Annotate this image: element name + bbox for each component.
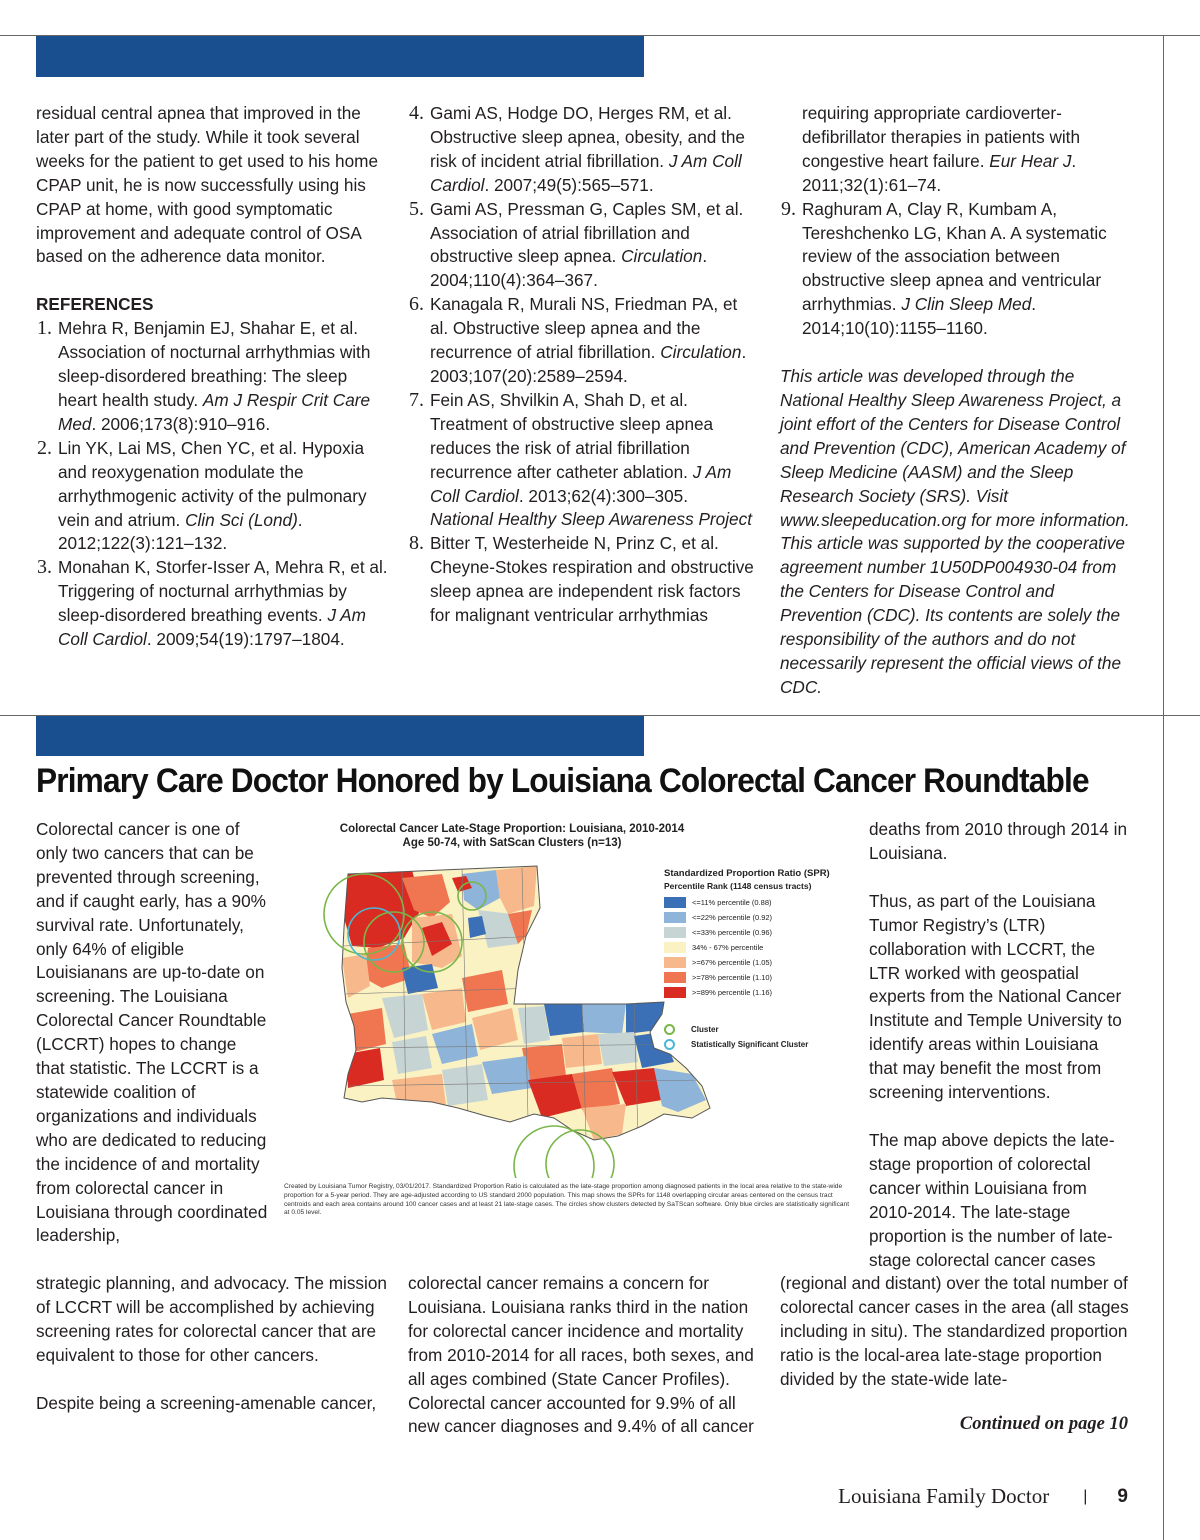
legend-swatch [664, 912, 686, 923]
legend-cluster: Cluster [664, 1022, 854, 1037]
reference-number: 4. [409, 102, 424, 124]
reference-volume: . 2011;32(1):61–74. [802, 150, 1077, 195]
top-section-color-bar [36, 36, 644, 77]
article-right-upper [869, 818, 1131, 1272]
legend-swatch [664, 927, 686, 938]
legend-item [664, 970, 854, 985]
acknowledgement-note: This article was developed through the National Healthy Sleep Awareness Project, a joint effort of the Centers for Disease Control and Prevention (CDC), American Academy of Sleep Medicine (AASM) and the Sleep Research Society (SRS). Visit www.sleepeducation.org for more information. This article was supported by the cooperative agreement number 1U50DP004930-04 from the Centers for Disease Control and Prevention (CDC). Its contents are solely the responsibility of the authors and do not necessarily represent the official views of the CDC. [780, 366, 1130, 697]
legend-item [664, 985, 854, 1000]
reference-journal: Clin Sci (Lond) [185, 509, 298, 530]
reference-text [58, 317, 388, 437]
reference-text [430, 293, 760, 389]
right-paragraph-3: The map above depicts the late-stage proportion of colorectal cancer within Louisiana from 2010-2014. The late-stage proportion is the number of late-stage colorectal cancer cases [869, 1129, 1115, 1270]
reference-citation: Monahan K, Storfer-Isser A, Mehra R, et al. Triggering of nocturnal arrhythmias by sleep-disordered breathing events. [58, 557, 388, 626]
article-left-narrow [36, 818, 268, 1248]
reference-text [430, 532, 760, 628]
reference-volume: . 2013;62(4):300–305. [518, 485, 688, 506]
reference-text [802, 102, 1132, 198]
cluster-icon [664, 1024, 675, 1035]
legend-item [664, 895, 854, 910]
reference-volume: . 2006;173(8):910–916. [91, 413, 271, 434]
reference-number: 3. [37, 556, 52, 579]
legend-sig-cluster: Statistically Significant Cluster [664, 1037, 854, 1052]
reference-number: 8. [409, 532, 424, 555]
reference-number: 1. [37, 317, 52, 340]
reference-citation: Bitter T, Westerheide N, Prinz C, et al. Cheyne-Stokes respiration and obstructive sleep apnea are independent risk factors for malignant ventricular arrhythmias [430, 533, 754, 626]
right-paragraph-1: deaths from 2010 through 2014 in Louisiana. [869, 819, 1127, 863]
reference-item [408, 532, 760, 628]
reference-citation: Kanagala R, Murali NS, Friedman PA, et al. Obstructive sleep apnea and the recurrence of atrial fibrillation. [430, 294, 738, 363]
article-headline: Primary Care Doctor Honored by Louisiana Colorectal Cancer Roundtable [36, 762, 1089, 800]
map-title-line-2: Age 50-74, with SatScan Clusters (n=13) [402, 837, 622, 849]
legend-subtitle: Percentile Rank (1148 census tracts) [664, 881, 812, 891]
legend-swatch [664, 897, 686, 908]
legend-swatch [664, 942, 686, 953]
reference-journal: Circulation [660, 342, 742, 363]
concern-paragraph: colorectal cancer remains a concern for Louisiana. Louisiana ranks third in the nation for colorectal cancer incidence and mortality from 2010-2014 for all races, both sexes, and all ages combined (State Cancer Profiles). Colorectal cancer accounted for 9.9% of all new cancer diagnoses and 9.4% of all cancer [408, 1273, 754, 1437]
reference-text [58, 437, 388, 557]
reference-journal: Am J Respir Crit Care Med [58, 389, 371, 434]
reference-item [36, 317, 388, 437]
reference-text [430, 389, 760, 532]
mission-paragraph: strategic planning, and advocacy. The mission of LCCRT will be accomplished by achieving screening rates for colorectal cancer that are equivalent to those for other cancers. [36, 1273, 387, 1365]
despite-paragraph: Despite being a screening-amenable cancer, [36, 1392, 377, 1413]
reference-item [36, 556, 388, 652]
top-column-3 [780, 102, 1132, 700]
legend-swatch [664, 987, 686, 998]
reference-citation: Lin YK, Lai MS, Chen YC, et al. Hypoxia and reoxygenation modulate the arrhythmogenic activity of the pulmonary vein and atrium. [58, 437, 367, 530]
legend-item [664, 910, 854, 925]
reference-number: 2. [37, 436, 52, 459]
reference-item [36, 437, 388, 557]
reference-volume: . 2009;54(19):1797–1804. [146, 629, 345, 650]
reference-volume: . 2012;122(3):121–132. [58, 509, 303, 554]
references-heading: REFERENCES [36, 294, 154, 315]
case-conclusion-paragraph: residual central apnea that improved in the later part of the study. While it took several weeks for the patient to get used to his home CPAP unit, he is now successfully using his CPAP at home, with good symptomatic improvement and adequate control of OSA based on the adherence data monitor. [36, 103, 379, 267]
article-lower-right [780, 1272, 1132, 1392]
reference-volume: . 2003;107(20):2589–2594. [430, 342, 747, 386]
article-lower-middle [408, 1272, 760, 1439]
map-caption: Created by Louisiana Tumor Registry, 03/01/2017. Standardized Proportion Ratio is calculated as the late-stage proportion among diagnosed patients in the local area relative to the state-wide proportion for a 5-year period. They are age-adjusted according to US standard 2000 population. This map shows the SPRs for 1148 overlapping circular areas centered on the census tract centroids and each area contains around 100 cancer cases and at least 21 late-stage cases. The circles show clusters detected by SaTScan software. Only blue circles are statistically significant at 0.05 level. [284, 1183, 850, 1217]
reference-item [408, 198, 760, 294]
louisiana-map-figure [282, 818, 852, 1238]
legend-label: >=67% percentile (1.05) [692, 958, 773, 967]
map-title-line-1: Colorectal Cancer Late-Stage Proportion: Louisiana, 2010-2014 [339, 823, 685, 835]
reference-number: 6. [409, 293, 424, 316]
map-legend [664, 868, 854, 1052]
intro-paragraph: Colorectal cancer is one of only two cancers that can be prevented through screening, and if caught early, has a 90% survival rate. Unfortunately, only 64% of eligible Louisianans are up-to-date on screening. The Louisiana Colorectal Cancer Roundtable (LCCRT) hopes to change that statistic. The LCCRT is a statewide coalition of organizations and individuals who are dedicated to reducing the incidence of and mortality from colorectal cancer in Louisiana through coordinated leadership, [36, 819, 268, 1246]
legend-label: <=11% percentile (0.88) [692, 898, 772, 907]
reference-text [802, 198, 1132, 341]
page-footer [838, 1484, 1128, 1509]
legend-item [664, 925, 854, 940]
legend-label: >=78% percentile (1.10) [692, 973, 773, 982]
reference-volume: . 2014;10(10):1155–1160. [802, 294, 1037, 339]
reference-journal: J Am Coll Cardiol [430, 461, 732, 506]
right-rule [1163, 35, 1164, 1540]
reference-citation: Raghuram A, Clay R, Kumbam A, Tereshchenko LG, Khan A. A systematic review of the association between obstructive sleep apnea and ventricular arrhythmias. [802, 198, 1107, 315]
reference-citation: Gami AS, Pressman G, Caples SM, et al. Association of atrial fibrillation and obstructive sleep apnea. [430, 198, 744, 267]
reference-item [780, 198, 1132, 341]
reference-number: 9. [781, 197, 796, 220]
article-lower-left [36, 1272, 388, 1416]
reference-citation: requiring appropriate cardioverter-defibrillator therapies in patients with congestive heart failure. [802, 103, 1081, 171]
continued-note: Continued on page 10 [959, 1414, 1128, 1434]
reference-citation: Fein AS, Shvilkin A, Shah D, et al. Treatment of obstructive sleep apnea reduces the risk of atrial fibrillation recurrence after catheter ablation. [430, 389, 714, 482]
footer-separator: | [1083, 1487, 1088, 1505]
reference-text [58, 556, 388, 652]
reference-volume: . 2004;110(4):364–367. [430, 246, 708, 291]
reference-item [408, 389, 760, 532]
reference-text [430, 198, 760, 294]
legend-item [664, 955, 854, 970]
legend-swatch [664, 957, 686, 968]
article-color-bar [36, 716, 644, 756]
legend-label: <=22% percentile (0.92) [692, 913, 773, 922]
reference-item [408, 102, 760, 198]
legend-swatch [664, 972, 686, 983]
page-number: 9 [1117, 1485, 1128, 1507]
reference-item [780, 102, 1132, 198]
reference-journal: J Am Coll Cardiol [58, 605, 366, 650]
reference-journal: J Clin Sleep Med [901, 294, 1032, 315]
reference-number: 7. [409, 388, 424, 411]
legend-label: 34% - 67% percentile [692, 943, 764, 952]
reference-item [408, 293, 760, 389]
legend-label: <=33% percentile (0.96) [692, 928, 773, 937]
right-paragraph-2: Thus, as part of the Louisiana Tumor Registry’s (LTR) collaboration with LCCRT, the LTR worked with geospatial experts from the National Cancer Institute and Temple University to identify areas within Louisiana that may benefit the most from screening interventions. [869, 890, 1122, 1103]
reference-number: 5. [409, 197, 424, 220]
reference-text [430, 102, 760, 198]
legend-title: Standardized Proportion Ratio (SPR) [664, 868, 830, 879]
reference-number [780, 102, 802, 198]
reference-journal: J Am Coll Cardiol [430, 150, 742, 195]
sig-cluster-icon [664, 1039, 675, 1050]
legend-label: >=89% percentile (1.16) [692, 988, 773, 997]
publication-name: Louisiana Family Doctor [838, 1484, 1050, 1508]
reference-source-note: National Healthy Sleep Awareness Project [430, 509, 752, 530]
legend-item [664, 940, 854, 955]
reference-citation: Gami AS, Hodge DO, Herges RM, et al. Obstructive sleep apnea, obesity, and the risk of incident atrial fibrillation. [430, 103, 745, 171]
top-column-1 [36, 102, 388, 652]
reference-volume: . 2007;49(5):565–571. [484, 174, 654, 195]
top-column-2 [408, 102, 760, 628]
spr-paragraph: (regional and distant) over the total number of colorectal cancer cases in the area (all stages including in situ). The standardized proportion ratio is the local-area late-stage proportion divided by the state-wide late- [780, 1273, 1129, 1389]
reference-journal: Eur Hear J [989, 150, 1072, 171]
reference-citation: Mehra R, Benjamin EJ, Shahar E, et al. Association of nocturnal arrhythmias with sleep-disordered breathing: The sleep heart health study. [58, 318, 371, 410]
reference-journal: Circulation [621, 246, 703, 267]
